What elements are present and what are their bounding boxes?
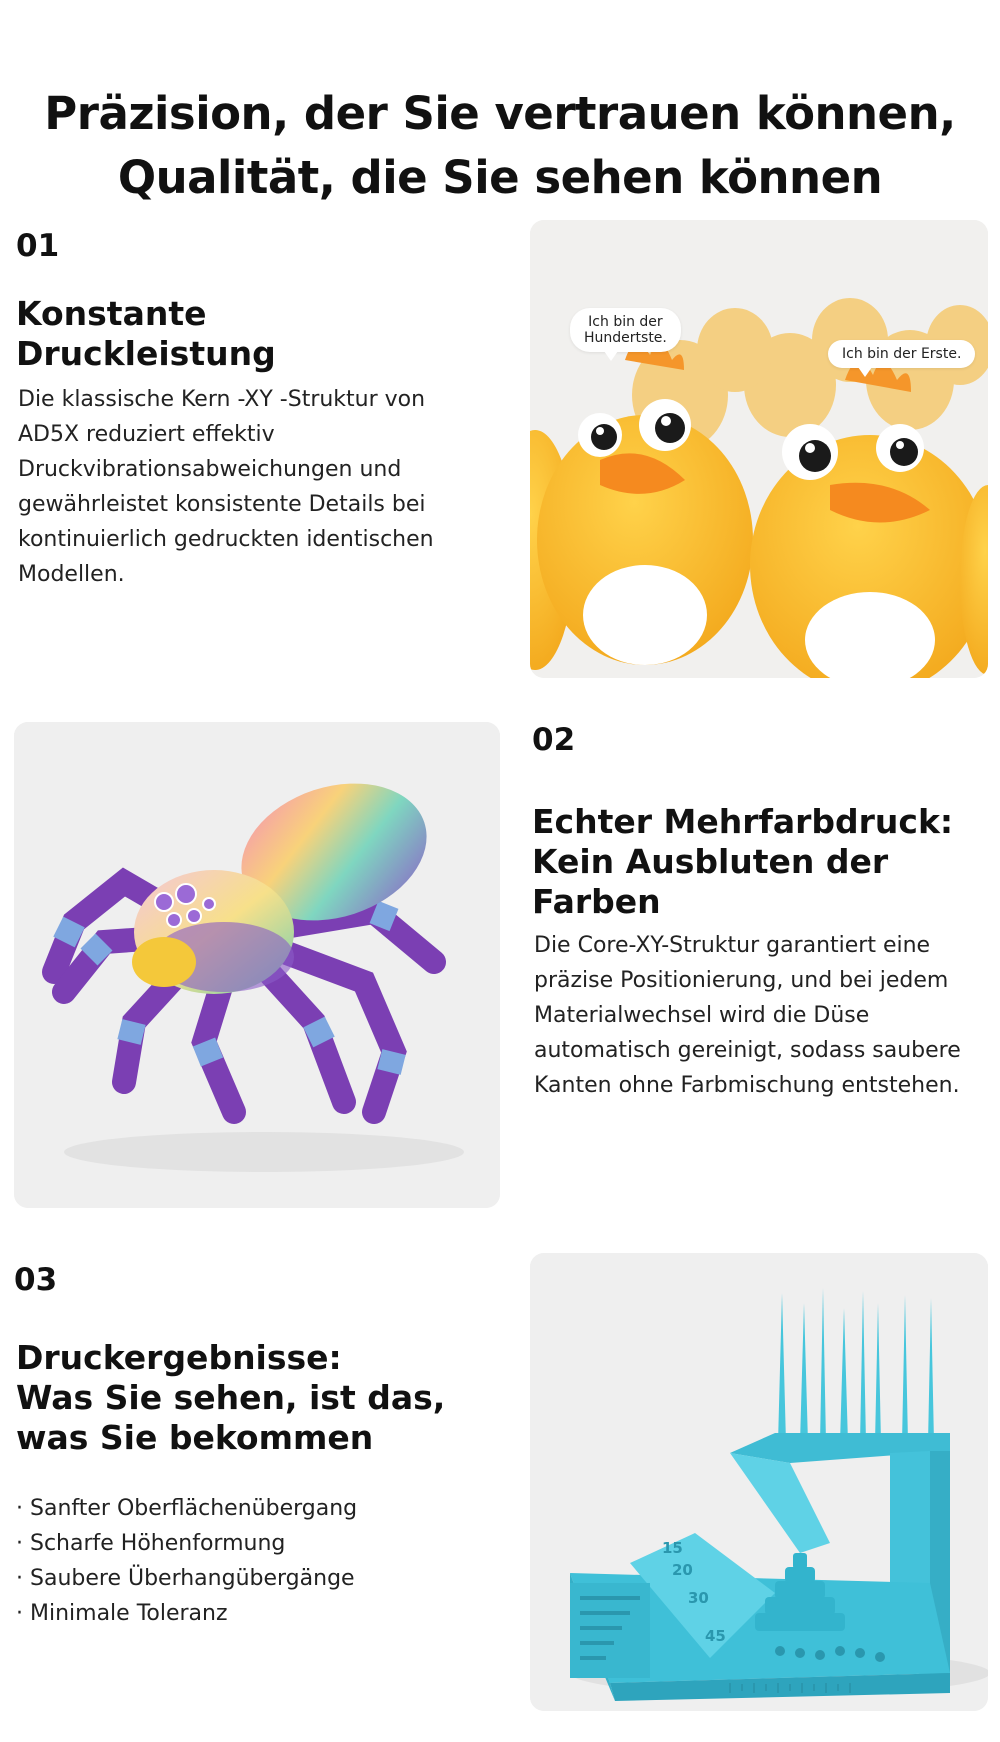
feature-heading-01-line-1: Konstante: [16, 294, 207, 333]
scale-label: 15: [662, 1539, 683, 1557]
test-print-illustration: [530, 1253, 988, 1711]
feature-heading-01: [16, 294, 276, 374]
test-print-image: [530, 1253, 988, 1711]
feature-heading-03-line-1: Druckergebnisse:: [16, 1338, 342, 1377]
scale-label: 20: [672, 1561, 693, 1579]
scale-label: 45: [705, 1627, 726, 1645]
list-item: · Scharfe Höhenformung: [16, 1526, 476, 1561]
feature-bullet-list-03: [16, 1491, 476, 1631]
feature-heading-01-line-2: Druckleistung: [16, 334, 276, 373]
feature-description-02: Die Core-XY-Struktur garantiert eine präzise Positionierung, und bei jedem Materialwechsel wird die Düse automatisch gereinigt, sodass saubere Kanten ohne Farbmischung entstehen.: [534, 933, 961, 1098]
feature-number-01: 01: [16, 228, 60, 264]
feature-description-01: Die klassische Kern -XY -Struktur von AD5X reduziert effektiv Druckvibrationsabweichungen und gewährleistet konsistente Details bei kontinuierlich gedruckten identischen Modellen.: [18, 387, 434, 587]
feature-heading-02: [532, 802, 953, 922]
list-item: · Minimale Toleranz: [16, 1596, 476, 1631]
page-title-line-1: Präzision, der Sie vertrauen können,: [44, 87, 956, 141]
speech-bubble-hundredth: [570, 308, 681, 352]
feature-heading-02-line-2: Kein Ausbluten der: [532, 842, 889, 881]
feature-heading-03: [16, 1338, 445, 1458]
list-item: · Sanfter Oberflächenübergang: [16, 1491, 476, 1526]
page-title: [0, 82, 1000, 210]
feature-heading-02-line-3: Farben: [532, 882, 661, 921]
feature-heading-03-line-2: Was Sie sehen, ist das,: [16, 1378, 446, 1417]
speech-bubble-hundredth-line-1: Ich bin der: [588, 314, 663, 330]
feature-number-02: 02: [532, 722, 576, 758]
speech-bubble-hundredth-line-2: Hundertste.: [584, 330, 667, 346]
scale-label: 30: [688, 1589, 709, 1607]
speech-bubble-first: Ich bin der Erste.: [828, 340, 975, 368]
feature-heading-03-line-3: was Sie bekommen: [16, 1418, 374, 1457]
spider-illustration: [14, 722, 500, 1208]
ducks-image: [530, 220, 988, 678]
ducks-illustration: [530, 220, 988, 678]
page-title-line-2: Qualität, die Sie sehen können: [117, 151, 883, 205]
feature-number-03: 03: [14, 1262, 58, 1298]
spider-image: [14, 722, 500, 1208]
list-item: · Saubere Überhangübergänge: [16, 1561, 476, 1596]
feature-heading-02-line-1: Echter Mehrfarbdruck:: [532, 802, 954, 841]
